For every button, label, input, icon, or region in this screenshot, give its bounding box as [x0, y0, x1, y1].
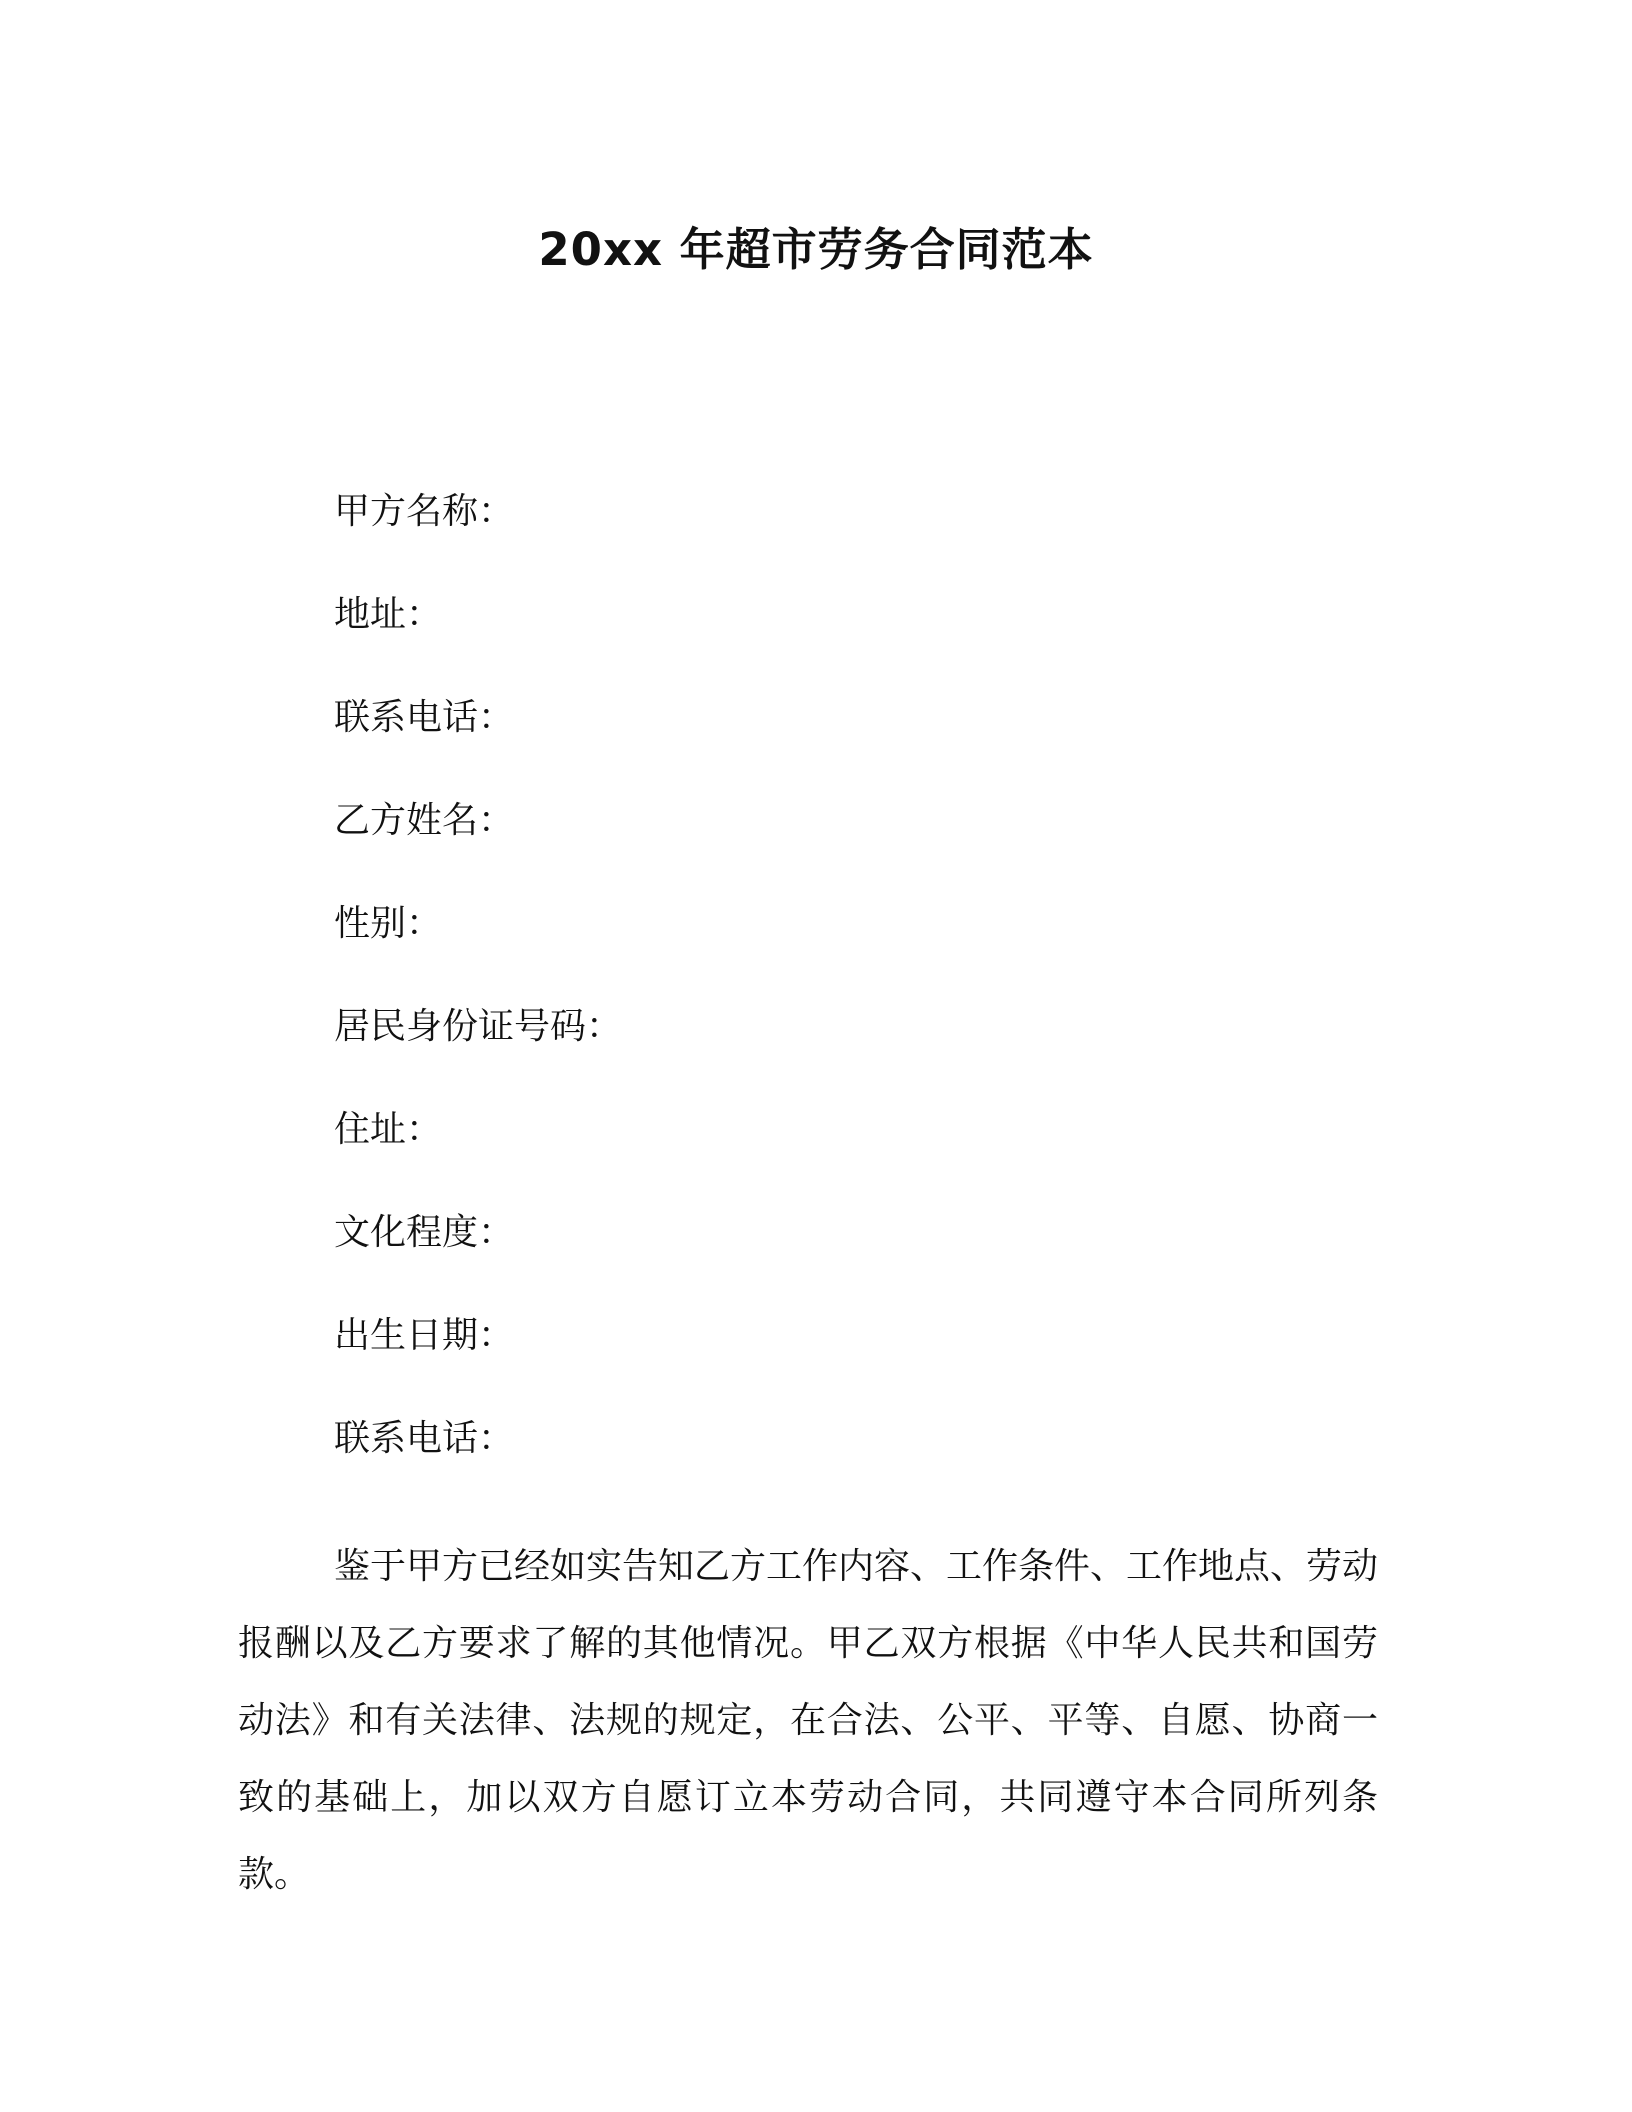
party-b-address-field: 住址：	[334, 1109, 443, 1150]
party-b-education-field: 文化程度：	[334, 1212, 515, 1253]
party-a-phone-field: 联系电话：	[334, 697, 515, 738]
party-a-address-field: 地址：	[334, 594, 443, 635]
party-b-gender-field: 性别：	[334, 903, 443, 944]
party-b-name-field: 乙方姓名：	[334, 800, 515, 841]
contract-preamble: 鉴于甲方已经如实告知乙方工作内容、工作条件、工作地点、劳动报酬以及乙方要求了解的其他情况。甲乙双方根据《中华人民共和国劳动法》和有关法律、法规的规定，在合法、公平、平等、自愿、协商一致的基础上，加以双方自愿订立本劳动合同，共同遵守本合同所列条款。	[238, 1546, 1379, 1895]
party-a-name-field: 甲方名称：	[334, 491, 515, 532]
party-info-fields	[334, 488, 1434, 1518]
party-b-id-number-field: 居民身份证号码：	[334, 1006, 623, 1047]
party-b-phone-field: 联系电话：	[334, 1418, 515, 1459]
document-title: 20xx 年超市劳务合同范本	[538, 223, 1094, 276]
party-b-birthdate-field: 出生日期：	[334, 1315, 515, 1356]
